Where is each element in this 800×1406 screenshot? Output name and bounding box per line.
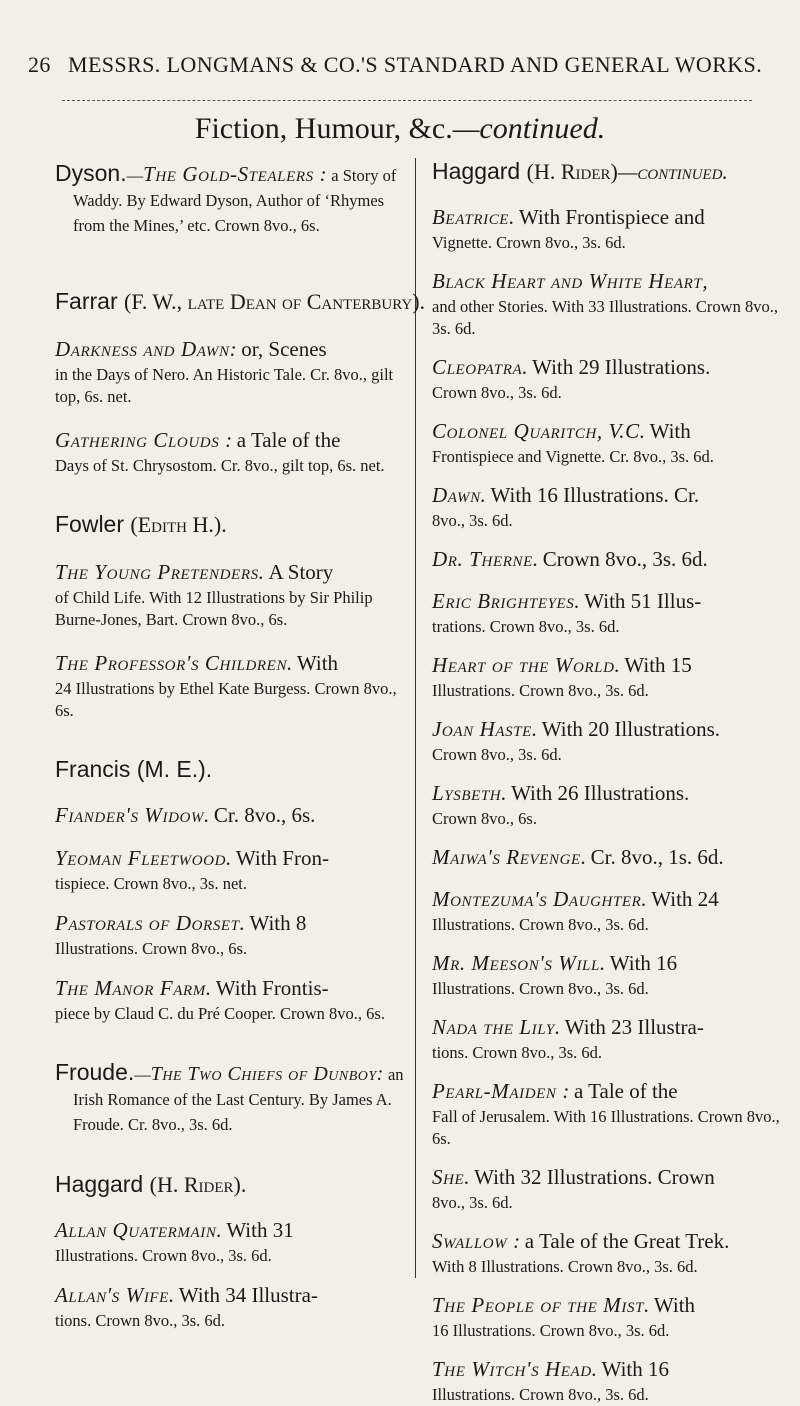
book-description: 24 Illustrations by Ethel Kate Burgess. Crown 8vo., 6s.: [55, 679, 397, 720]
book-entry: [432, 887, 784, 936]
book-description: tions. Crown 8vo., 3s. 6d.: [432, 1043, 603, 1062]
book-entry: Yeoman Fleetwood. With Fron- tispiece. Crown 8vo., 3s. net.: [55, 846, 405, 895]
author-name: Farrar: [55, 288, 118, 314]
book-entry: [432, 1165, 784, 1214]
page-number: 26: [28, 52, 51, 77]
section-continued: —continued.: [452, 112, 606, 145]
book-title: The Professor's Children.: [55, 651, 293, 675]
book-title: The Two Chiefs of Dunboy:: [150, 1063, 384, 1085]
book-title: The Manor Farm.: [55, 976, 212, 1000]
book-description: tions. Crown 8vo., 3s. 6d.: [55, 1311, 226, 1330]
book-title-continuation: a Tale of the Great Trek.: [524, 1229, 730, 1253]
book-title-continuation: With: [653, 1293, 696, 1317]
book-description: of Child Life. With 12 Illustrations by Sir Philip Burne-Jones, Bart. Crown 8vo., 6s.: [55, 588, 373, 629]
right-column: [432, 158, 784, 1406]
book-title: The Gold-Stealers :: [143, 162, 328, 186]
book-description: Illustrations. Crown 8vo., 6s.: [55, 939, 248, 958]
author-name: Haggard: [55, 1171, 144, 1197]
book-entry: The Manor Farm. With Frontis- piece by Claud C. du Pré Cooper. Crown 8vo., 6s.: [55, 976, 405, 1025]
book-title-continuation: With Frontispiece and: [518, 205, 705, 229]
book-description: Fall of Jerusalem. With 16 Illustrations. Crown 8vo., 6s.: [432, 1107, 780, 1148]
author-froude: Froude.—The Two Chiefs of Dunboy: an Irish Romance of the Last Century. By James A. Froude. Cr. 8vo., 3s. 6d.: [55, 1059, 404, 1134]
book-entry: Darkness and Dawn: or, Scenes in the Days of Nero. An Historic Tale. Cr. 8vo., gilt top, 6s. net.: [55, 337, 405, 408]
book-entry: Gathering Clouds : a Tale of the Days of St. Chrysostom. Cr. 8vo., gilt top, 6s. net.: [55, 428, 405, 477]
author-name: Fowler: [55, 511, 125, 537]
book-entry: [432, 1015, 784, 1064]
book-description: tispiece. Crown 8vo., 3s. net.: [55, 874, 248, 893]
book-entry: [432, 653, 784, 702]
book-description: 8vo., 3s. 6d.: [432, 1193, 513, 1212]
book-entry: [432, 1293, 784, 1342]
book-title-continuation: Cr. 8vo., 1s. 6d.: [590, 845, 724, 869]
right-entry-list: [432, 205, 784, 1406]
author-qualifier: (H. Rider): [526, 159, 618, 184]
book-description: and other Stories. With 33 Illustrations. Crown 8vo., 3s. 6d.: [432, 297, 778, 338]
book-entry: [432, 1357, 784, 1406]
author-qualifier: (H. Rider).: [149, 1172, 247, 1197]
book-description: Crown 8vo., 3s. 6d.: [432, 745, 562, 764]
book-entry: [432, 1079, 784, 1150]
book-description: Illustrations. Crown 8vo., 3s. 6d.: [55, 1246, 272, 1265]
book-title: The Witch's Head.: [432, 1357, 598, 1381]
book-title: Yeoman Fleetwood.: [55, 846, 232, 870]
book-title: Cleopatra.: [432, 355, 529, 379]
book-title: She.: [432, 1165, 471, 1189]
book-title: Pearl-Maiden :: [432, 1079, 570, 1103]
book-description: Vignette. Crown 8vo., 3s. 6d.: [432, 233, 626, 252]
book-title-continuation: With 29 Illustrations.: [532, 355, 711, 379]
book-title: Allan Quatermain.: [55, 1218, 223, 1242]
book-title: The People of the Mist.: [432, 1293, 650, 1317]
book-description: Illustrations. Crown 8vo., 3s. 6d.: [432, 979, 649, 998]
book-title-continuation: With 16 Illustrations. Cr.: [490, 483, 700, 507]
book-title: Dawn.: [432, 483, 487, 507]
book-title: Beatrice.: [432, 205, 515, 229]
book-title-continuation: With 24: [651, 887, 719, 911]
book-title: Joan Haste.: [432, 717, 538, 741]
book-description: in the Days of Nero. An Historic Tale. Cr. 8vo., gilt top, 6s. net.: [55, 365, 394, 406]
header-rule: [62, 100, 752, 101]
book-entry: [432, 781, 784, 830]
book-title: Eric Brighteyes.: [432, 589, 581, 613]
book-entry: Allan Quatermain. With 31 Illustrations. Crown 8vo., 3s. 6d.: [55, 1218, 405, 1267]
book-description: 16 Illustrations. Crown 8vo., 3s. 6d.: [432, 1321, 670, 1340]
book-description: Crown 8vo., 6s.: [432, 809, 537, 828]
author-qualifier: (F. W., late Dean of Canterbury).: [124, 289, 426, 314]
book-title-continuation: With 16: [601, 1357, 670, 1381]
book-entry: [432, 205, 784, 254]
book-title: Swallow :: [432, 1229, 521, 1253]
author-qualifier: (Edith H.).: [130, 512, 227, 537]
author-fowler: [55, 511, 405, 722]
book-title-continuation: With 16: [609, 951, 678, 975]
book-entry: [432, 269, 784, 340]
book-entry: The Professor's Children. With 24 Illustrations by Ethel Kate Burgess. Crown 8vo., 6s.: [55, 651, 405, 722]
book-entry: [432, 589, 784, 638]
book-entry: [432, 547, 784, 574]
book-title: Pastorals of Dorset.: [55, 911, 246, 935]
book-title-continuation: With 23 Illustra-: [564, 1015, 704, 1039]
book-entry: Allan's Wife. With 34 Illustra- tions. Crown 8vo., 3s. 6d.: [55, 1283, 405, 1332]
book-description: 8vo., 3s. 6d.: [432, 511, 513, 530]
book-entry: Fiander's Widow. Cr. 8vo., 6s.: [55, 803, 316, 827]
author-name: Francis (M. E.).: [55, 756, 213, 782]
book-title: Montezuma's Daughter.: [432, 887, 648, 911]
book-entry: [432, 717, 784, 766]
book-title-continuation: With 15: [624, 653, 692, 677]
book-description: Crown 8vo., 3s. 6d.: [432, 383, 562, 402]
book-title: Maiwa's Revenge.: [432, 845, 587, 869]
author-name: Dyson.: [55, 160, 127, 186]
book-title-continuation: With 51 Illus-: [584, 589, 702, 613]
book-title: Dr. Therne.: [432, 547, 539, 571]
book-description: Illustrations. Crown 8vo., 3s. 6d.: [432, 915, 649, 934]
column-divider: [415, 158, 416, 1278]
book-description: Days of St. Chrysostom. Cr. 8vo., gilt top, 6s. net.: [55, 456, 385, 475]
book-title-continuation: With 20 Illustrations.: [541, 717, 720, 741]
book-title-continuation: a Tale of the: [573, 1079, 678, 1103]
author-name: Haggard: [432, 158, 521, 184]
author-continued: —continued.: [617, 159, 728, 184]
book-description: Frontispiece and Vignette. Cr. 8vo., 3s. 6d.: [432, 447, 714, 466]
book-title: Fiander's Widow.: [55, 803, 210, 827]
book-title: The Young Pretenders.: [55, 560, 265, 584]
section-title: [0, 112, 800, 146]
book-title: Colonel Quaritch, V.C.: [432, 419, 646, 443]
book-title: Gathering Clouds :: [55, 428, 233, 452]
author-francis: [55, 756, 405, 1025]
book-title: Heart of the World.: [432, 653, 621, 677]
author-name: Froude.: [55, 1059, 135, 1085]
book-title: Nada the Lily.: [432, 1015, 561, 1039]
book-description: With 8 Illustrations. Crown 8vo., 3s. 6d.: [432, 1257, 698, 1276]
book-description: Illustrations. Crown 8vo., 3s. 6d.: [432, 1385, 649, 1404]
book-title: Allan's Wife.: [55, 1283, 175, 1307]
book-entry: [432, 1229, 784, 1278]
book-description: piece by Claud C. du Pré Cooper. Crown 8vo., 6s.: [55, 1004, 385, 1023]
book-entry: [432, 951, 784, 1000]
book-description: Illustrations. Crown 8vo., 3s. 6d.: [432, 681, 649, 700]
book-title: Black Heart and White Heart,: [432, 269, 709, 293]
book-title: Lysbeth.: [432, 781, 508, 805]
running-head: [28, 52, 788, 78]
left-column: [55, 158, 426, 1332]
book-title-continuation: With 32 Illustrations. Crown: [474, 1165, 715, 1189]
book-title-continuation: With: [649, 419, 691, 443]
book-title: Darkness and Dawn:: [55, 337, 238, 361]
author-haggard-continued: [432, 158, 784, 185]
book-description: an Irish Romance of the Last Century. By James A. Froude. Cr. 8vo., 3s. 6d.: [73, 1065, 404, 1134]
book-entry: [432, 845, 784, 872]
book-title-continuation: Crown 8vo., 3s. 6d.: [542, 547, 708, 571]
author-haggard: [55, 1171, 405, 1332]
author-farrar: [55, 288, 426, 477]
book-title-continuation: With 26 Illustrations.: [511, 781, 690, 805]
book-title: Mr. Meeson's Will.: [432, 951, 606, 975]
author-dyson: Dyson.—The Gold-Stealers : a Story of Waddy. By Edward Dyson, Author of ‘Rhymes from the Mines,’ etc. Crown 8vo., 6s.: [55, 160, 397, 235]
book-entry: [432, 419, 784, 468]
book-entry: Pastorals of Dorset. With 8 Illustrations. Crown 8vo., 6s.: [55, 911, 405, 960]
book-entry: [432, 483, 784, 532]
running-title: MESSRS. LONGMANS & CO.'S STANDARD AND GENERAL WORKS.: [68, 52, 763, 77]
book-description: trations. Crown 8vo., 3s. 6d.: [432, 617, 620, 636]
book-entry: [432, 355, 784, 404]
book-entry: The Young Pretenders. A Story of Child Life. With 12 Illustrations by Sir Philip Burne-Jones, Bart. Crown 8vo., 6s.: [55, 560, 405, 631]
book-description: a Story of Waddy. By Edward Dyson, Author of ‘Rhymes from the Mines,’ etc. Crown 8vo., 6s.: [73, 166, 397, 235]
section-title-text: Fiction, Humour, &c.: [194, 112, 453, 145]
